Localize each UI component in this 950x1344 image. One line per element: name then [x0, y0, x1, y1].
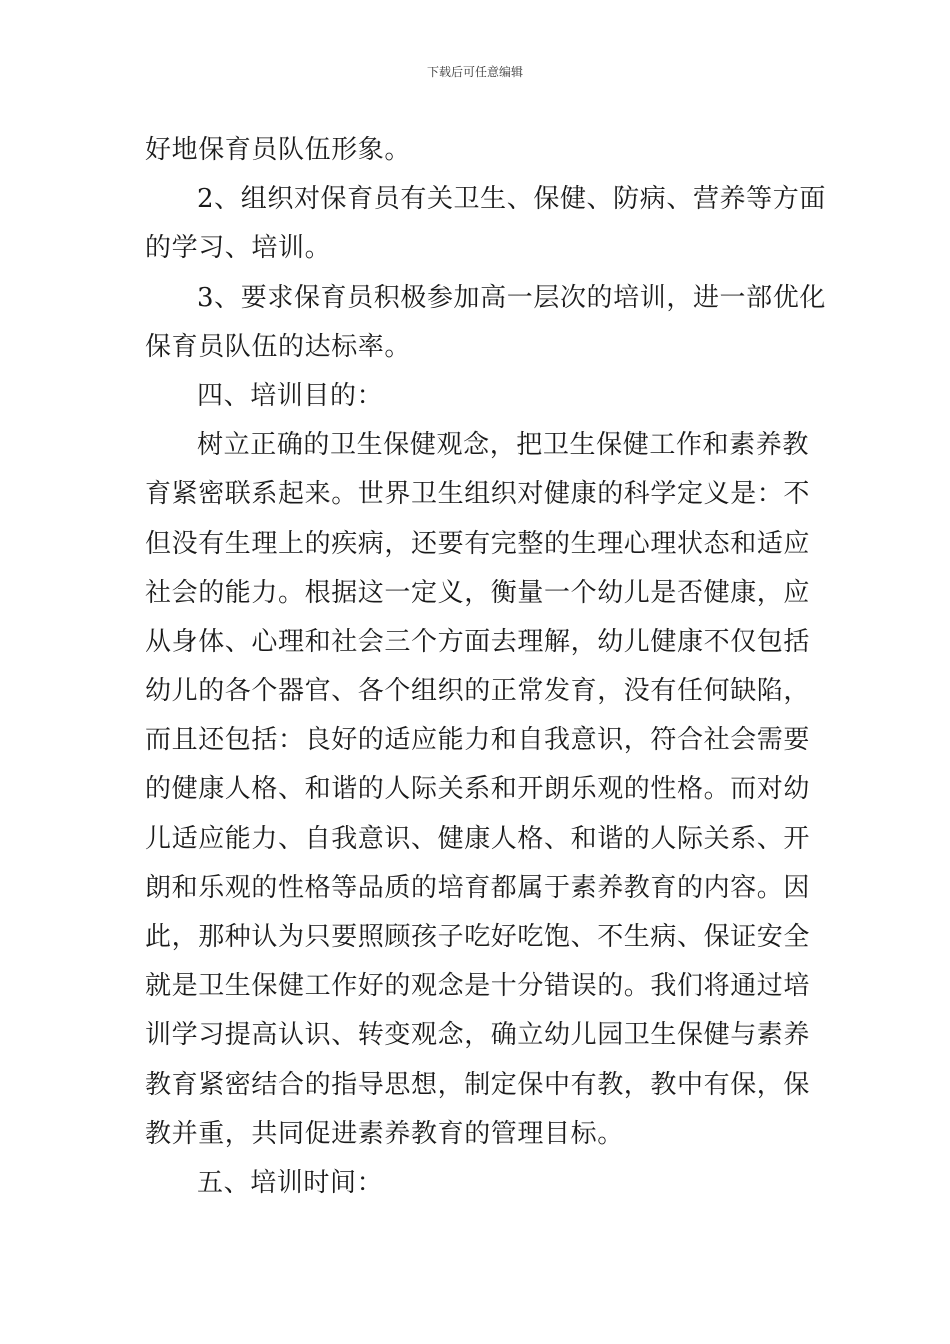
text-line: 就是卫生保健工作好的观念是十分错误的。我们将通过培: [145, 971, 811, 1002]
text-line: 社会的能力。根据这一定义，衡量一个幼儿是否健康，应: [145, 577, 811, 608]
text-line: 此，那种认为只要照顾孩子吃好吃饱、不生病、保证安全: [145, 922, 811, 952]
text-line: 树立正确的卫生保健观念，把卫生保健工作和素养教: [197, 430, 809, 461]
text-line: 朗和乐观的性格等品质的培育都属于素养教育的内容。因: [145, 872, 811, 903]
text-line: 的健康人格、和谐的人际关系和开朗乐观的性格。而对幼: [145, 774, 811, 805]
text-line: 教育紧密结合的指导思想，制定保中有教，教中有保，保: [145, 1069, 811, 1100]
text-line: 儿适应能力、自我意识、健康人格、和谐的人际关系、开: [145, 823, 811, 854]
text-line: 育紧密联系起来。世界卫生组织对健康的科学定义是：不: [145, 479, 811, 510]
text-line: 训学习提高认识、转变观念，确立幼儿园卫生保健与素养: [145, 1020, 811, 1051]
text-line: 的学习、培训。: [145, 233, 332, 264]
document-body: [145, 126, 826, 1208]
text-line: 教并重，共同促进素养教育的管理目标。: [145, 1118, 624, 1149]
text-line: 好地保育员队伍形象。: [145, 135, 412, 165]
page-header: 下载后可任意编辑: [426, 65, 523, 79]
text-line: 但没有生理上的疾病，还要有完整的生理心理状态和适应: [145, 528, 811, 559]
text-line: 而且还包括：良好的适应能力和自我意识，符合社会需要: [145, 725, 811, 756]
text-line: 幼儿的各个器官、各个组织的正常发育，没有任何缺陷，: [145, 676, 811, 707]
text-line: 保育员队伍的达标率。: [145, 331, 412, 362]
text-line: 2、组织对保育员有关卫生、保健、防病、营养等方面: [197, 184, 826, 215]
text-line: 3、要求保育员积极参加高一层次的培训，进一部优化: [197, 282, 826, 313]
section-heading: 四、培训目的：: [197, 380, 384, 411]
text-line: 从身体、心理和社会三个方面去理解，幼儿健康不仅包括: [145, 626, 811, 657]
section-heading: 五、培训时间：: [197, 1167, 384, 1198]
